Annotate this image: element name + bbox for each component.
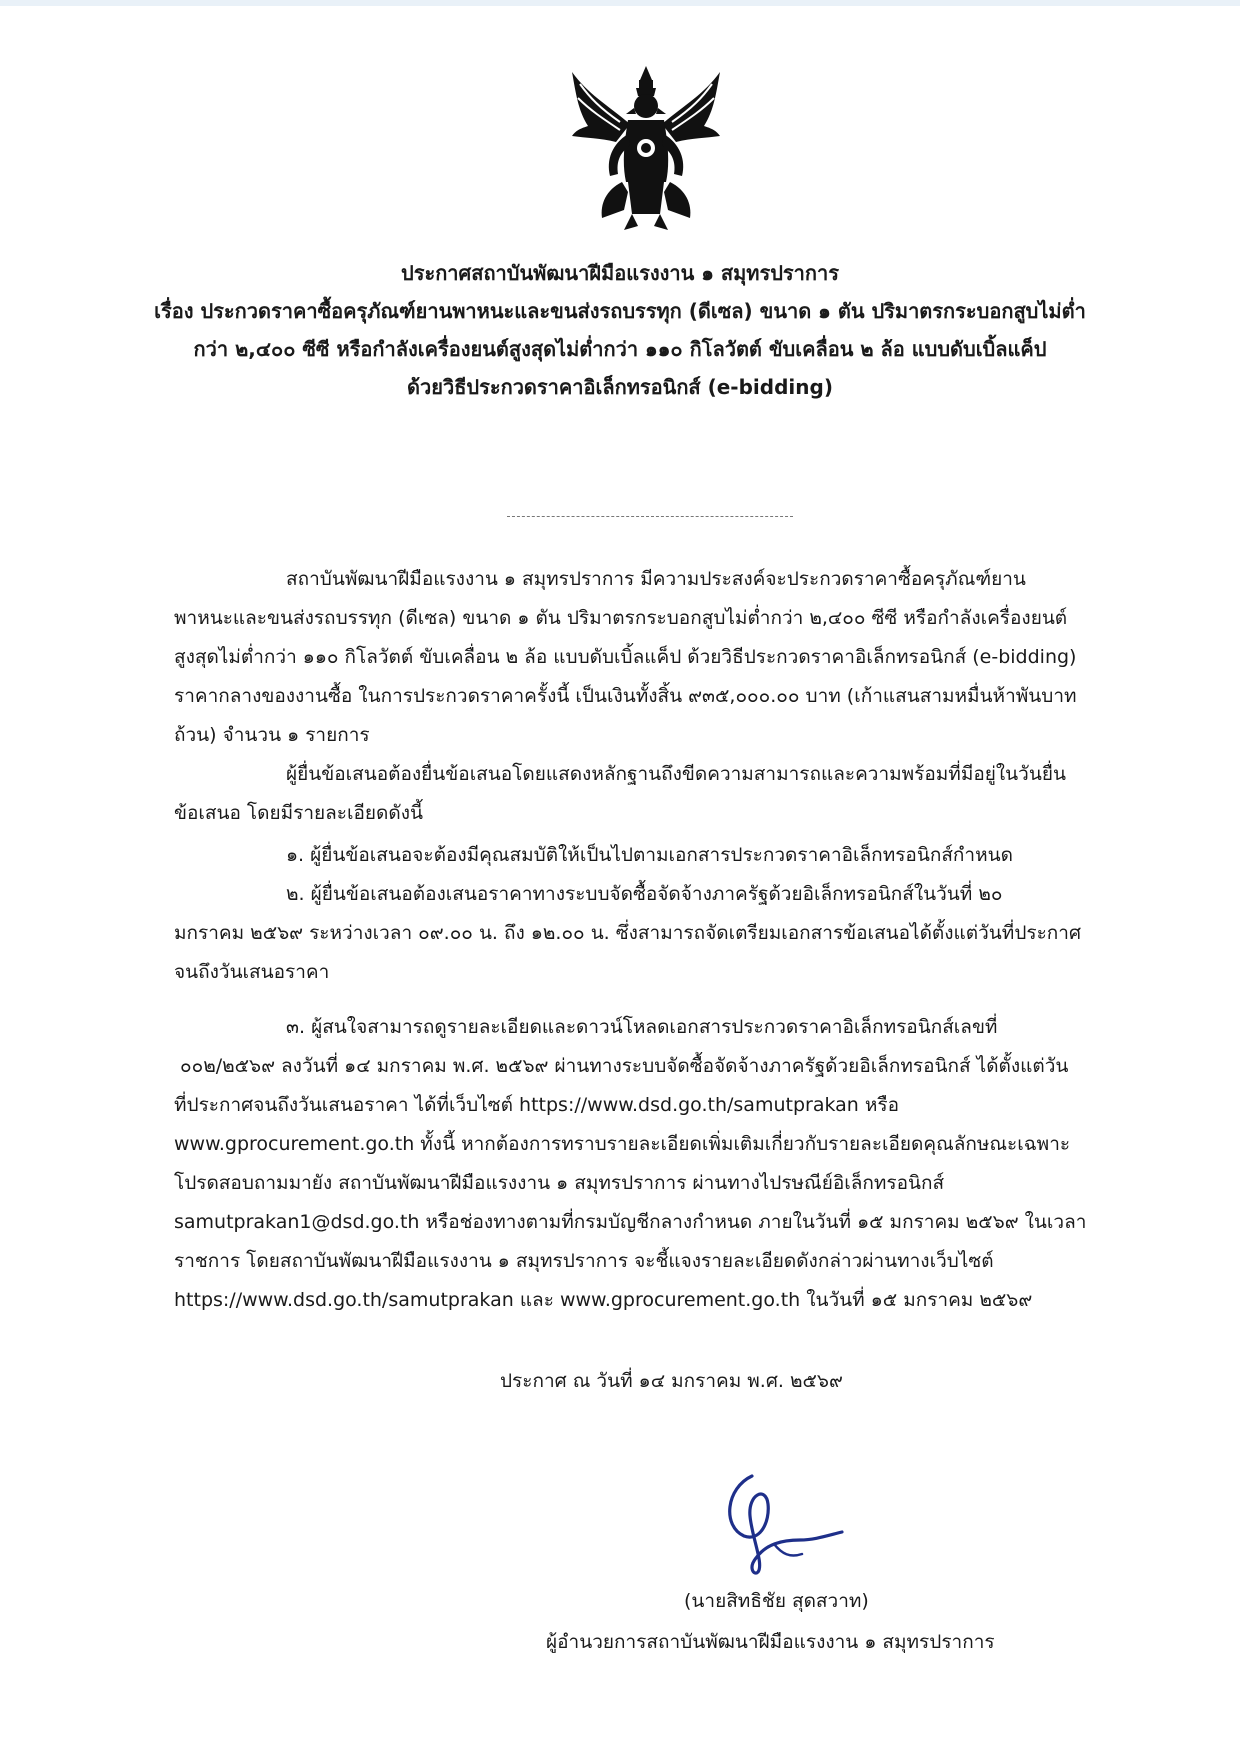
body-line: จนถึงวันเสนอราคา (174, 961, 330, 983)
body-line: ราคากลางของงานซื้อ ในการประกวดราคาครั้งนี้ เป็นเงินทั้งสิ้น ๙๓๕,๐๐๐.๐๐ บาท (เก้าแสนสามหมื่นห้าพันบาท (174, 685, 1077, 707)
title-divider (507, 516, 793, 517)
garuda-emblem-icon (566, 64, 726, 234)
body-line: samutprakan1@dsd.go.th หรือช่องทางตามที่กรมบัญชีกลางกำหนด ภายในวันที่ ๑๕ มกราคม ๒๕๖๙ ในเวลา (174, 1211, 1087, 1233)
body-line: ข้อเสนอ โดยมีรายละเอียดดังนี้ (174, 802, 423, 824)
body-line: ผู้ยื่นข้อเสนอต้องยื่นข้อเสนอโดยแสดงหลักฐานถึงขีดความสามารถและความพร้อมที่มีอยู่ในวันยื่น (286, 763, 1066, 785)
body-line: ๐๐๒/๒๕๖๙ ลงวันที่ ๑๔ มกราคม พ.ศ. ๒๕๖๙ ผ่านทางระบบจัดซื้อจัดจ้างภาครัฐด้วยอิเล็กทรอนิกส์ ได้ตั้งแต่วัน (180, 1055, 1069, 1077)
body-line: พาหนะและขนส่งรถบรรทุก (ดีเซล) ขนาด ๑ ตัน ปริมาตรกระบอกสูบไม่ต่ำกว่า ๒,๔๐๐ ซีซี หรือกำลังเครื่องยนต์ (174, 607, 1068, 629)
body-line: ถ้วน) จำนวน ๑ รายการ (174, 724, 370, 746)
body-line: www.gprocurement.go.th ทั้งนี้ หากต้องการทราบรายละเอียดเพิ่มเติมเกี่ยวกับรายละเอียดคุณลักษณะเฉพาะ (174, 1133, 1071, 1155)
subject-line-1: เรื่อง ประกวดราคาซื้อครุภัณฑ์ยานพาหนะและขนส่งรถบรรทุก (ดีเซล) ขนาด ๑ ตัน ปริมาตรกระบอกสูบไม่ต่ำ (154, 299, 1086, 323)
signer-title: ผู้อำนวยการสถาบันพัฒนาฝีมือแรงงาน ๑ สมุทรปราการ (546, 1631, 995, 1653)
body-line: ๑. ผู้ยื่นข้อเสนอจะต้องมีคุณสมบัติให้เป็นไปตามเอกสารประกวดราคาอิเล็กทรอนิกส์กำหนด (286, 844, 1013, 866)
signature-mark (718, 1468, 848, 1578)
body-line: สูงสุดไม่ต่ำกว่า ๑๑๐ กิโลวัตต์ ขับเคลื่อน ๒ ล้อ แบบดับเบิ้ลแค็ป ด้วยวิธีประกวดราคาอิเล็กทรอนิกส์ (e-bidding) (174, 646, 1077, 668)
body-line: โปรดสอบถามมายัง สถาบันพัฒนาฝีมือแรงงาน ๑ สมุทรปราการ ผ่านทางไปรษณีย์อิเล็กทรอนิกส์ (174, 1172, 945, 1194)
body-line: ราชการ โดยสถาบันพัฒนาฝีมือแรงงาน ๑ สมุทรปราการ จะชี้แจงรายละเอียดดังกล่าวผ่านทางเว็บไซต์ (174, 1250, 994, 1272)
announcement-title: ประกาศสถาบันพัฒนาฝีมือแรงงาน ๑ สมุทรปราการ (401, 261, 839, 285)
body-line: ที่ประกาศจนถึงวันเสนอราคา ได้ที่เว็บไซต์ https://www.dsd.go.th/samutprakan หรือ (174, 1094, 899, 1116)
body-line: https://www.dsd.go.th/samutprakan และ www.gprocurement.go.th ในวันที่ ๑๕ มกราคม ๒๕๖๙ (174, 1289, 1033, 1311)
scan-edge (0, 0, 1240, 6)
body-line: สถาบันพัฒนาฝีมือแรงงาน ๑ สมุทรปราการ มีความประสงค์จะประกวดราคาซื้อครุภัณฑ์ยาน (286, 568, 1026, 590)
body-line: มกราคม ๒๕๖๙ ระหว่างเวลา ๐๙.๐๐ น. ถึง ๑๒.๐๐ น. ซึ่งสามารถจัดเตรียมเอกสารข้อเสนอได้ตั้งแต่วันที่ประกาศ (174, 922, 1082, 944)
body-line: ๓. ผู้สนใจสามารถดูรายละเอียดและดาวน์โหลดเอกสารประกวดราคาอิเล็กทรอนิกส์เลขที่ (286, 1016, 998, 1038)
signer-name: (นายสิทธิชัย สุดสวาท) (684, 1590, 869, 1612)
subject-line-2: กว่า ๒,๔๐๐ ซีซี หรือกำลังเครื่องยนต์สูงสุดไม่ต่ำกว่า ๑๑๐ กิโลวัตต์ ขับเคลื่อน ๒ ล้อ แบบดับเบิ้ลแค็ป (193, 337, 1047, 361)
body-line: ๒. ผู้ยื่นข้อเสนอต้องเสนอราคาทางระบบจัดซื้อจัดจ้างภาครัฐด้วยอิเล็กทรอนิกส์ในวันที่ ๒๐ (286, 883, 1003, 905)
announce-date: ประกาศ ณ วันที่ ๑๔ มกราคม พ.ศ. ๒๕๖๙ (500, 1370, 843, 1392)
subject-line-3: ด้วยวิธีประกวดราคาอิเล็กทรอนิกส์ (e-bidding) (407, 375, 833, 399)
